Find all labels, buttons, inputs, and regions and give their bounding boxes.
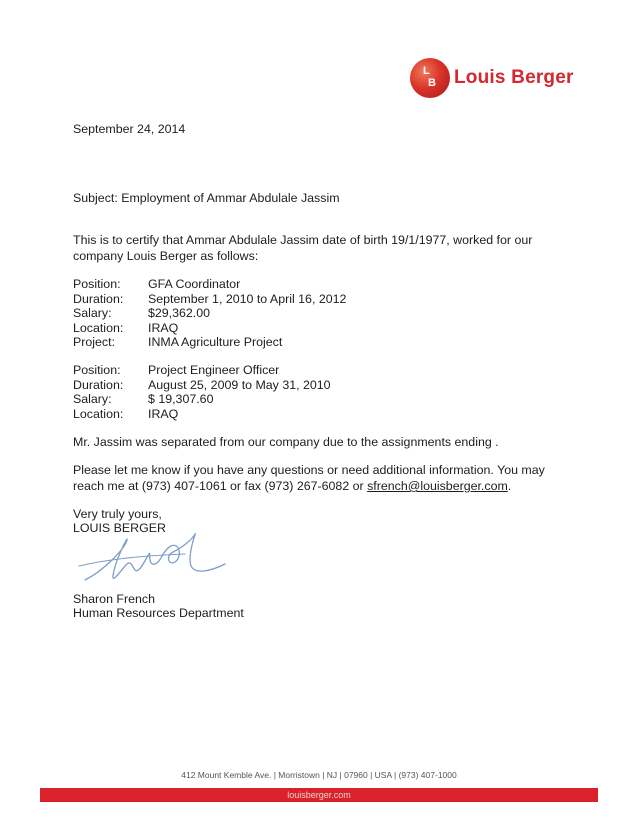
position-1-row-salary <box>73 306 210 321</box>
row-label: Duration: <box>73 291 124 306</box>
row-label: Location: <box>73 406 124 421</box>
intro-line-1: This is to certify that Ammar Abdulale Jassim date of birth 19/1/1977, worked for our <box>73 233 533 247</box>
closing-salutation: Very truly yours, <box>73 507 162 521</box>
row-value: IRAQ <box>148 320 179 335</box>
email-link[interactable]: sfrench@louisberger.com <box>367 479 508 493</box>
separation-statement: Mr. Jassim was separated from our company due to the assignments ending . <box>73 435 499 449</box>
signatory-name: Sharon French <box>73 592 155 606</box>
position-2-row-position <box>73 363 279 378</box>
position-1-row-position <box>73 277 240 292</box>
row-label: Position: <box>73 277 121 291</box>
contact-period: . <box>507 479 512 493</box>
signatory-department: Human Resources Department <box>73 606 244 620</box>
position-2-row-salary <box>73 392 213 407</box>
letter-date: September 24, 2014 <box>73 122 186 136</box>
row-value: INMA Agriculture Project <box>148 335 283 349</box>
intro-line-2: company Louis Berger as follows: <box>73 249 259 263</box>
closing-company: LOUIS BERGER <box>73 521 166 535</box>
row-value: September 1, 2010 to April 16, 2012 <box>148 291 347 306</box>
contact-line-2 <box>73 478 511 494</box>
position-1-row-location <box>73 321 178 336</box>
row-value: Project Engineer Officer <box>148 363 280 377</box>
logo-name: Louis Berger <box>454 67 574 88</box>
row-label: Duration: <box>73 377 124 392</box>
row-value: August 25, 2009 to May 31, 2010 <box>148 377 331 392</box>
row-value: $ 19,307.60 <box>148 392 214 406</box>
signature-image <box>75 530 245 592</box>
footer-website[interactable]: louisberger.com <box>287 790 351 800</box>
contact-text: reach me at (973) 407-1061 or fax (973) 267-6082 or <box>73 479 368 493</box>
footer-address: 412 Mount Kemble Ave. | Morristown | NJ | 07960 | USA | (973) 407-1000 <box>181 770 457 780</box>
row-label: Project: <box>73 335 116 349</box>
row-label: Position: <box>73 363 121 377</box>
logo-initial-l: L <box>423 65 430 77</box>
row-value: IRAQ <box>148 406 179 421</box>
company-logo <box>410 56 574 100</box>
row-label: Location: <box>73 320 124 335</box>
row-value: $29,362.00 <box>148 306 211 320</box>
position-2-row-location <box>73 407 178 422</box>
row-value: GFA Coordinator <box>148 277 241 291</box>
position-1-row-project <box>73 335 282 350</box>
contact-line-1: Please let me know if you have any questions or need additional information. You may <box>73 463 545 477</box>
footer-bar <box>40 788 598 802</box>
row-label: Salary: <box>73 392 112 406</box>
logo-initial-b: B <box>428 77 436 89</box>
row-label: Salary: <box>73 306 112 320</box>
letter-subject: Subject: Employment of Ammar Abdulale Jassim <box>73 191 340 205</box>
position-1-row-duration <box>73 292 346 307</box>
position-2-row-duration <box>73 378 331 393</box>
globe-icon <box>410 58 450 98</box>
